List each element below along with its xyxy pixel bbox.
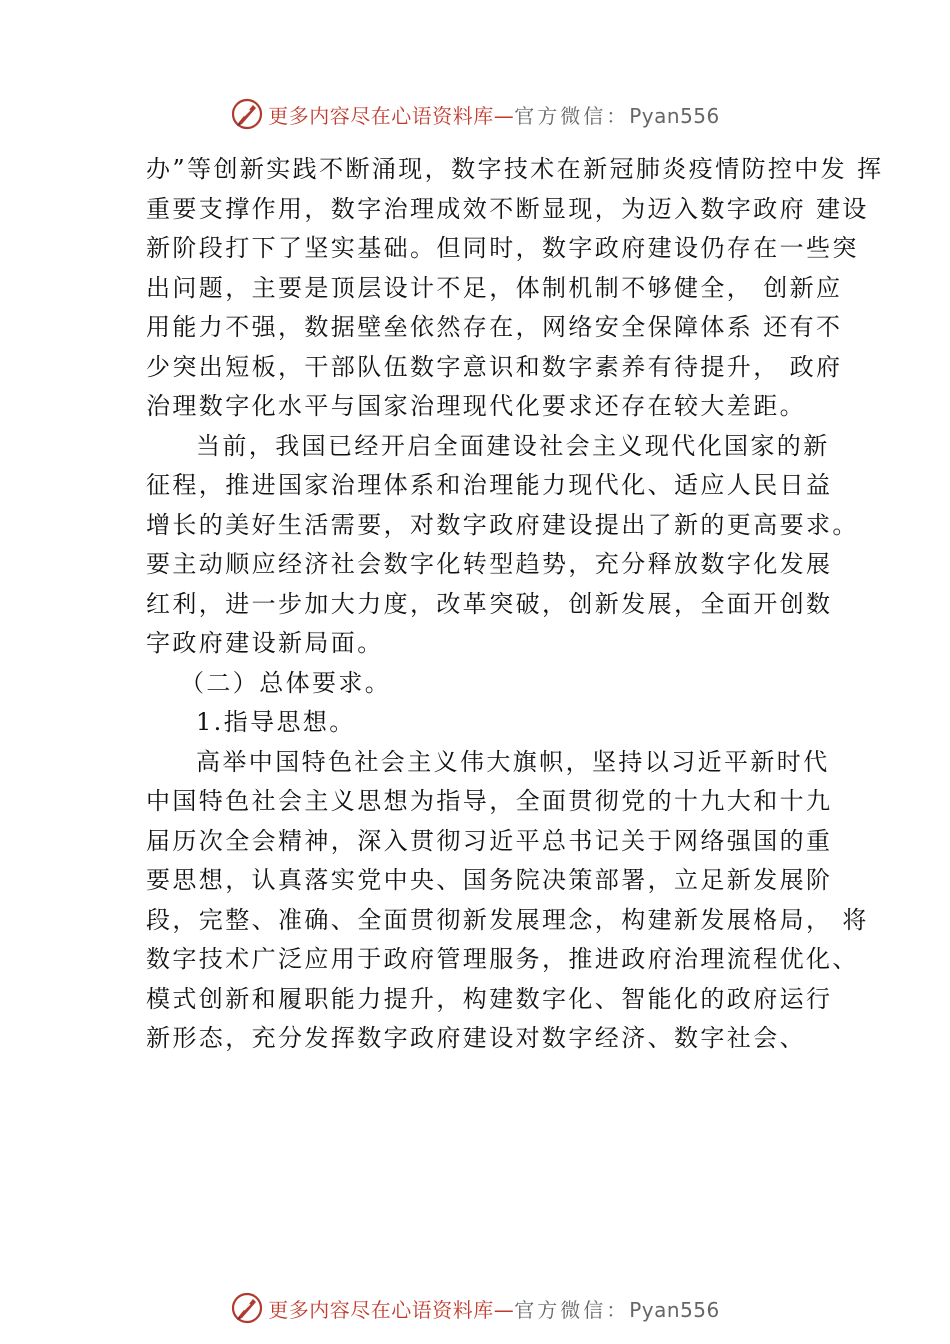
header-brand: 更多内容尽在心语资料库	[268, 103, 494, 128]
footer-wechat-label: 官方微信：	[514, 1297, 630, 1322]
body-line: 征程，推进国家治理体系和治理能力现代化、适应人民日益	[146, 471, 833, 499]
body-line: 红利，进一步加大力度，改革突破，创新发展，全面开创数	[146, 589, 833, 618]
footer-wechat-id: Pyan556	[629, 1297, 720, 1322]
footer-dash: —	[493, 1297, 515, 1322]
quill-logo-icon	[230, 97, 264, 131]
body-line: 增长的美好生活需要，对数字政府建设提出了新的更高要求。	[146, 510, 859, 539]
header-wechat-label: 官方微信：	[514, 103, 630, 128]
footer-brand: 更多内容尽在心语资料库	[268, 1297, 494, 1322]
quill-logo-icon	[230, 1291, 264, 1325]
body-line: 出问题，主要是顶层设计不足，体制机制不够健全， 创新应	[146, 273, 843, 302]
body-line: 重要支撑作用，数字治理成效不断显现，为迈入数字政府 建设	[146, 194, 869, 223]
subsection-heading: 1.指导思想。	[196, 708, 356, 736]
footer-banner	[0, 1288, 950, 1328]
body-line: 要思想，认真落实党中央、国务院决策部署，立足新发展阶	[146, 866, 833, 894]
body-line: 字政府建设新局面。	[146, 629, 384, 657]
body-line: 用能力不强，数据壁垒依然存在，网络安全保障体系 还有不	[146, 313, 843, 341]
body-line: 要主动顺应经济社会数字化转型趋势，充分释放数字化发展	[146, 550, 833, 578]
body-line: 办”等创新实践不断涌现，数字技术在新冠肺炎疫情防控中发 挥	[146, 155, 884, 183]
header-dash: —	[493, 103, 515, 128]
header-banner	[0, 94, 950, 134]
body-line: 届历次全会精神，深入贯彻习近平总书记关于网络强国的重	[146, 826, 833, 855]
body-line: 新阶段打下了坚实基础。但同时，数字政府建设仍存在一些突	[146, 234, 859, 262]
body-line: 新形态，充分发挥数字政府建设对数字经济、数字社会、	[146, 1024, 806, 1052]
header-wechat-id: Pyan556	[629, 103, 720, 128]
section-heading: （二）总体要求。	[180, 668, 392, 697]
body-line: 中国特色社会主义思想为指导，全面贯彻党的十九大和十九	[146, 787, 833, 815]
body-line: 数字技术广泛应用于政府管理服务，推进政府治理流程优化、	[146, 945, 859, 973]
body-line: 模式创新和履职能力提升，构建数字化、智能化的政府运行	[146, 984, 833, 1013]
body-line: 段，完整、准确、全面贯彻新发展理念，构建新发展格局， 将	[146, 905, 869, 934]
body-line: 少突出短板，干部队伍数字意识和数字素养有待提升， 政府	[146, 352, 843, 381]
paragraph-start-line: 当前，我国已经开启全面建设社会主义现代化国家的新	[196, 431, 830, 460]
document-body	[146, 150, 884, 1059]
body-line: 治理数字化水平与国家治理现代化要求还存在较大差距。	[146, 392, 806, 420]
paragraph-start-line: 高举中国特色社会主义伟大旗帜，坚持以习近平新时代	[196, 747, 830, 776]
